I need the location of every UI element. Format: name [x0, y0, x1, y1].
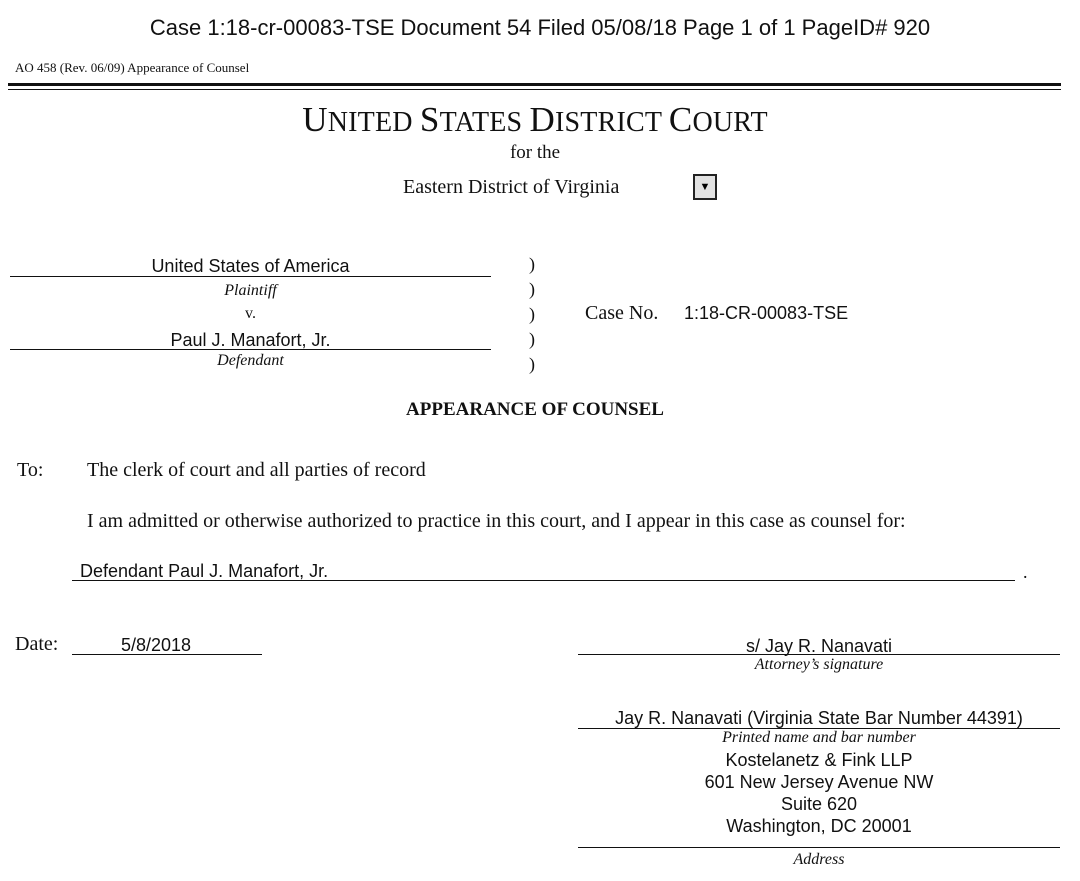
signature-label: Attorney’s signature — [754, 656, 884, 673]
client-period: . — [1023, 562, 1028, 582]
filing-header: Case 1:18-cr-00083-TSE Document 54 Filed 05/08/18 Page 1 of 1 PageID# 920 — [149, 15, 931, 40]
date-underline — [72, 654, 262, 655]
court-title-rest: TATES — [439, 107, 530, 138]
court-title — [0, 100, 1070, 140]
signature-underline — [578, 654, 1060, 655]
to-label: To: — [17, 459, 44, 481]
to-text: The clerk of court and all parties of record — [87, 459, 426, 481]
header-rule-thin — [8, 89, 1061, 90]
address-underline — [578, 847, 1060, 848]
form-heading: APPEARANCE OF COUNSEL — [406, 399, 664, 420]
signature-field[interactable]: s/ Jay R. Nanavati — [745, 636, 893, 656]
date-field[interactable]: 5/8/2018 — [121, 635, 192, 655]
date-label: Date: — [15, 633, 59, 655]
defendant-name: Paul J. Manafort, Jr. — [170, 330, 331, 350]
caption-paren: ) — [529, 354, 535, 374]
case-number-field[interactable]: 1:18-CR-00083-TSE — [684, 303, 849, 323]
caption-paren: ) — [529, 329, 535, 349]
address-firm-line[interactable]: Kostelanetz & Fink LLP — [725, 750, 913, 770]
case-number-label: Case No. — [585, 302, 659, 324]
defendant-underline — [10, 349, 491, 350]
court-title-initial: U — [302, 100, 328, 139]
for-the-text: for the — [509, 142, 561, 163]
court-title-initial: S — [419, 100, 440, 139]
caption-paren: ) — [529, 279, 535, 299]
caption-paren: ) — [529, 254, 535, 274]
plaintiff-name: United States of America — [151, 256, 350, 276]
printed-name-field[interactable]: Jay R. Nanavati (Virginia State Bar Number 44391) — [615, 708, 1023, 728]
form-identifier: AO 458 (Rev. 06/09) Appearance of Counsel — [15, 60, 250, 75]
court-title-initial: D — [529, 100, 556, 139]
header-rule-thick — [8, 83, 1061, 86]
court-title-rest: OURT — [692, 107, 768, 138]
address-street-line[interactable]: 601 New Jersey Avenue NW — [704, 772, 934, 792]
plaintiff-label: Plaintiff — [224, 282, 277, 299]
client-underline — [72, 580, 1015, 581]
address-label: Address — [793, 851, 845, 868]
defendant-label: Defendant — [217, 352, 284, 369]
plaintiff-underline — [10, 276, 491, 277]
district-select-value: Eastern District of Virginia — [403, 176, 620, 198]
court-title-rest: ISTRICT — [555, 107, 669, 138]
versus-text: v. — [245, 305, 256, 322]
district-dropdown-button[interactable] — [693, 174, 717, 200]
address-city-line[interactable]: Washington, DC 20001 — [726, 816, 912, 836]
printed-name-label: Printed name and bar number — [722, 729, 916, 746]
caption-paren: ) — [529, 304, 535, 324]
address-suite-line[interactable]: Suite 620 — [780, 794, 858, 814]
court-title-initial: C — [668, 100, 693, 139]
admission-statement: I am admitted or otherwise authorized to practice in this court, and I appear in this case as counsel for: — [87, 510, 906, 532]
dropdown-arrow-icon: ▼ — [699, 180, 711, 193]
client-field[interactable]: Defendant Paul J. Manafort, Jr. — [80, 561, 329, 581]
court-title-rest: NITED — [327, 107, 420, 138]
